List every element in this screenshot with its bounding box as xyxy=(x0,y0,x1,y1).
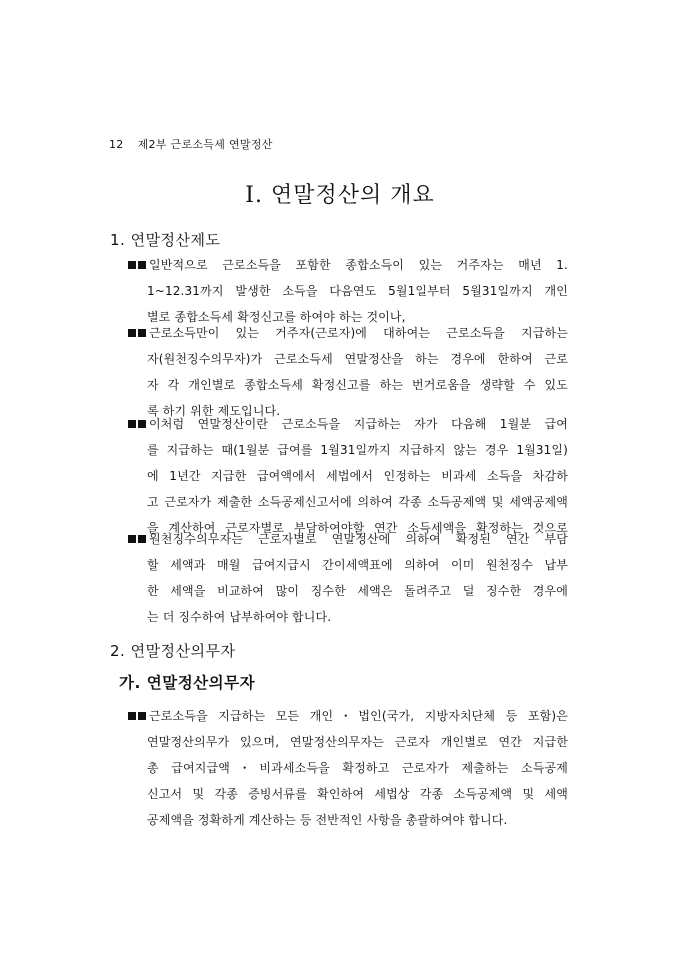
paragraph-line: 원천징수의무자는 근로자별로 연말정산에 의하여 확정된 연간 부담 xyxy=(128,526,568,552)
paragraph-line: 을 계산하여 근로자별로 부담하여야할 연간 소득세액을 확정하는 것으로 xyxy=(147,521,568,535)
paragraph-line: 일반적으로 근로소득을 포함한 종합소득이 있는 거주자는 매년 1. xyxy=(128,252,568,278)
paragraph-line: 자(원천징수의무자)가 근로소득세 연말정산을 하는 경우에 한하여 근로 xyxy=(147,352,568,366)
section-2-title: 2. 연말정산의무자 xyxy=(110,642,236,660)
paragraph-line: 1~12.31까지 발생한 소득을 다음연도 5월1일부터 5월31일까지 개인 xyxy=(147,284,568,298)
subsection-title: 가. 연말정산의무자 xyxy=(119,674,256,692)
paragraph-line: 한 세액을 비교하여 많이 징수한 세액은 돌려주고 덜 징수한 경우에 xyxy=(147,584,568,598)
paragraph-line: 연말정산의무가 있으며, 연말정산의무자는 근로자 개인별로 연간 지급한 xyxy=(147,735,568,749)
paragraph-line: 는 더 징수하여 납부하여야 합니다. xyxy=(147,610,332,624)
section-1-paragraph-1 xyxy=(128,252,568,330)
paragraph-line: 를 지급하는 때(1월분 급여를 1월31일까지 지급하지 않는 경우 1월31일) xyxy=(147,443,568,457)
chapter-title: Ⅰ. 연말정산의 개요 xyxy=(245,183,435,208)
paragraph-line: 에 1년간 지급한 급여액에서 세법에서 인정하는 비과세 소득을 차감하 xyxy=(147,469,568,483)
part-title: 제2부 근로소득세 연말정산 xyxy=(137,138,273,151)
bullet-icon xyxy=(128,526,148,552)
section-2-paragraph-1 xyxy=(128,703,568,833)
paragraph-line: 별로 종합소득세 확정신고를 하여야 하는 것이나, xyxy=(147,310,406,324)
page-number: 12 xyxy=(109,138,124,151)
paragraph-line: 공제액을 정확하게 계산하는 등 전반적인 사항을 총괄하여야 합니다. xyxy=(147,813,508,827)
paragraph-line: 신고서 및 각종 증빙서류를 확인하여 세법상 각종 소득공제액 및 세액 xyxy=(147,787,568,801)
bullet-icon xyxy=(128,252,148,278)
paragraph-line: 근로소득만이 있는 거주자(근로자)에 대하여는 근로소득을 지급하는 xyxy=(128,320,568,346)
bullet-icon xyxy=(128,411,148,437)
paragraph-line: 자 각 개인별로 종합소득세 확정신고를 하는 번거로움을 생략할 수 있도 xyxy=(147,378,568,392)
section-1-paragraph-4 xyxy=(128,526,568,630)
bullet-icon xyxy=(128,703,148,729)
bullet-icon xyxy=(128,320,148,346)
paragraph-line: 할 세액과 매월 급여지급시 간이세액표에 의하여 이미 원천징수 납부 xyxy=(147,558,568,572)
paragraph-line: 총 급여지급액・비과세소득을 확정하고 근로자가 제출하는 소득공제 xyxy=(147,761,568,775)
section-1-paragraph-2 xyxy=(128,320,568,424)
paragraph-line: 록 하기 위한 제도입니다. xyxy=(147,404,281,418)
paragraph-line: 고 근로자가 제출한 소득공제신고서에 의하여 각종 소득공제액 및 세액공제액 xyxy=(147,495,568,509)
section-1-title: 1. 연말정산제도 xyxy=(110,231,221,249)
page-header xyxy=(109,136,273,152)
section-1-paragraph-3 xyxy=(128,411,568,541)
paragraph-line: 이처럼 연말정산이란 근로소득을 지급하는 자가 다음해 1월분 급여 xyxy=(128,411,568,437)
paragraph-line: 근로소득을 지급하는 모든 개인・법인(국가, 지방자치단체 등 포함)은 xyxy=(128,703,568,729)
